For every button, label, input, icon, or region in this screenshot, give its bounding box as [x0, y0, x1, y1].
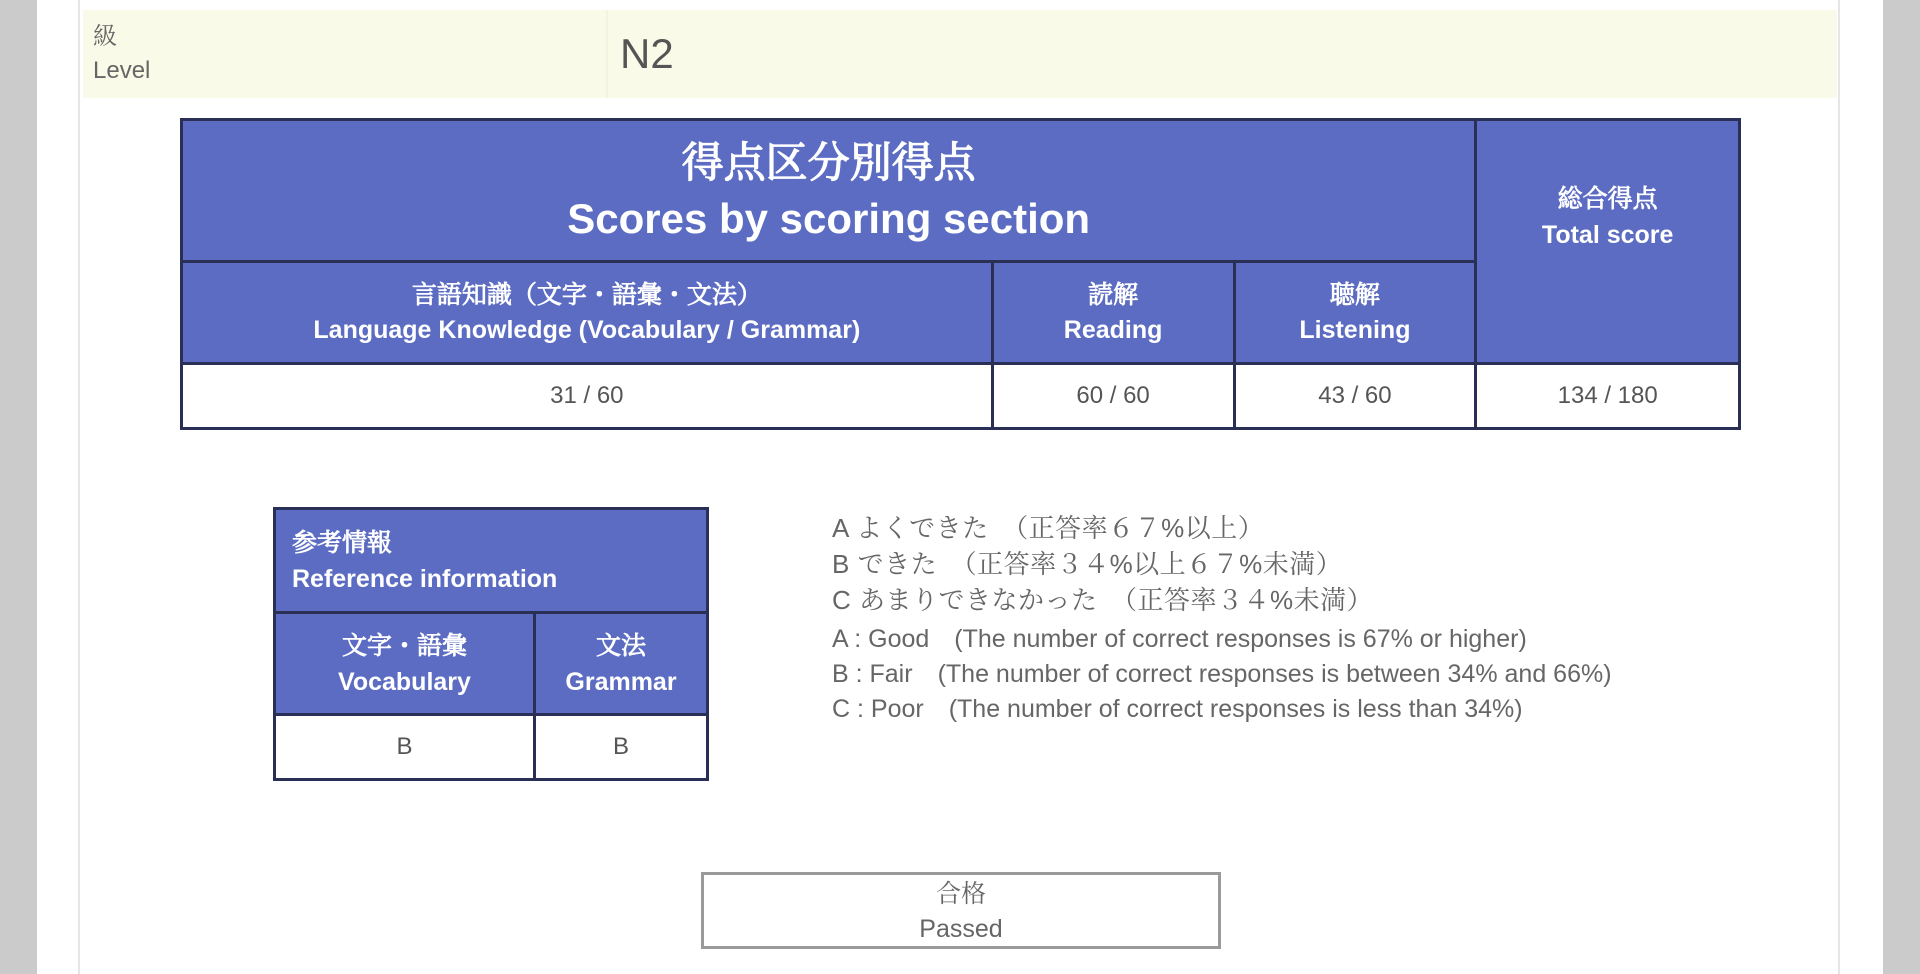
- legend-jp-a: A よくできた （正答率６７%以上）: [832, 513, 1265, 543]
- language-knowledge-en: Language Knowledge (Vocabulary / Grammar): [313, 315, 861, 344]
- vocabulary-en: Vocabulary: [338, 667, 471, 696]
- reference-title-en: Reference information: [292, 564, 558, 593]
- grammar-en: Grammar: [565, 667, 677, 696]
- listening-score: 43 / 60: [1234, 364, 1476, 429]
- total-score: 134 / 180: [1476, 364, 1740, 429]
- section-title-en: Scores by scoring section: [567, 194, 1091, 242]
- language-knowledge-score: 31 / 60: [182, 364, 993, 429]
- grammar-header: [534, 613, 707, 715]
- reading-header: [992, 262, 1234, 364]
- vocabulary-jp: 文字・語彙: [341, 631, 467, 660]
- scores-row: [182, 364, 1740, 429]
- reference-title-jp: 参考情報: [292, 528, 393, 557]
- total-header-en: Total score: [1541, 220, 1674, 249]
- grammar-jp: 文法: [595, 631, 646, 660]
- level-label-jp: 級: [93, 23, 117, 50]
- legend-en-a: A : Good (The number of correct responses is 67% or higher): [832, 625, 1527, 653]
- level-label: [83, 10, 608, 98]
- level-label-en: Level: [93, 57, 151, 84]
- language-knowledge-jp: 言語知識（文字・語彙・文法）: [411, 280, 762, 309]
- scores-table: [180, 118, 1741, 430]
- listening-header: [1234, 262, 1476, 364]
- vocabulary-grade: B: [275, 715, 535, 780]
- total-header-jp: 総合得点: [1557, 184, 1658, 213]
- reading-score: 60 / 60: [992, 364, 1234, 429]
- grade-legend: [832, 510, 1632, 727]
- legend-en: [832, 622, 1622, 727]
- result-badge: [701, 872, 1221, 949]
- reference-grades-row: [275, 715, 708, 780]
- reading-jp: 読解: [1088, 280, 1139, 309]
- section-title-header: [182, 120, 1476, 262]
- language-knowledge-header: [182, 262, 993, 364]
- listening-jp: 聴解: [1329, 280, 1380, 309]
- section-title-jp: 得点区分別得点: [681, 138, 976, 186]
- reading-en: Reading: [1063, 315, 1163, 344]
- vocabulary-header: [275, 613, 535, 715]
- grammar-grade: B: [534, 715, 707, 780]
- legend-en-c: C : Poor (The number of correct responses is less than 34%): [832, 695, 1523, 723]
- total-score-header: [1476, 120, 1740, 364]
- legend-en-b: B : Fair (The number of correct responses is between 34% and 66%): [832, 660, 1612, 688]
- legend-jp: [832, 510, 1632, 618]
- level-value: N2: [620, 30, 674, 77]
- reference-header: [275, 509, 708, 613]
- legend-jp-b: B できた （正答率３４%以上６７%未満）: [832, 549, 1343, 579]
- level-row: [83, 10, 1837, 98]
- result-jp: 合格: [935, 880, 986, 908]
- reference-table: [273, 507, 709, 781]
- result-en: Passed: [919, 915, 1003, 943]
- legend-jp-c: C あまりできなかった （正答率３４%未満）: [832, 585, 1374, 615]
- listening-en: Listening: [1299, 315, 1411, 344]
